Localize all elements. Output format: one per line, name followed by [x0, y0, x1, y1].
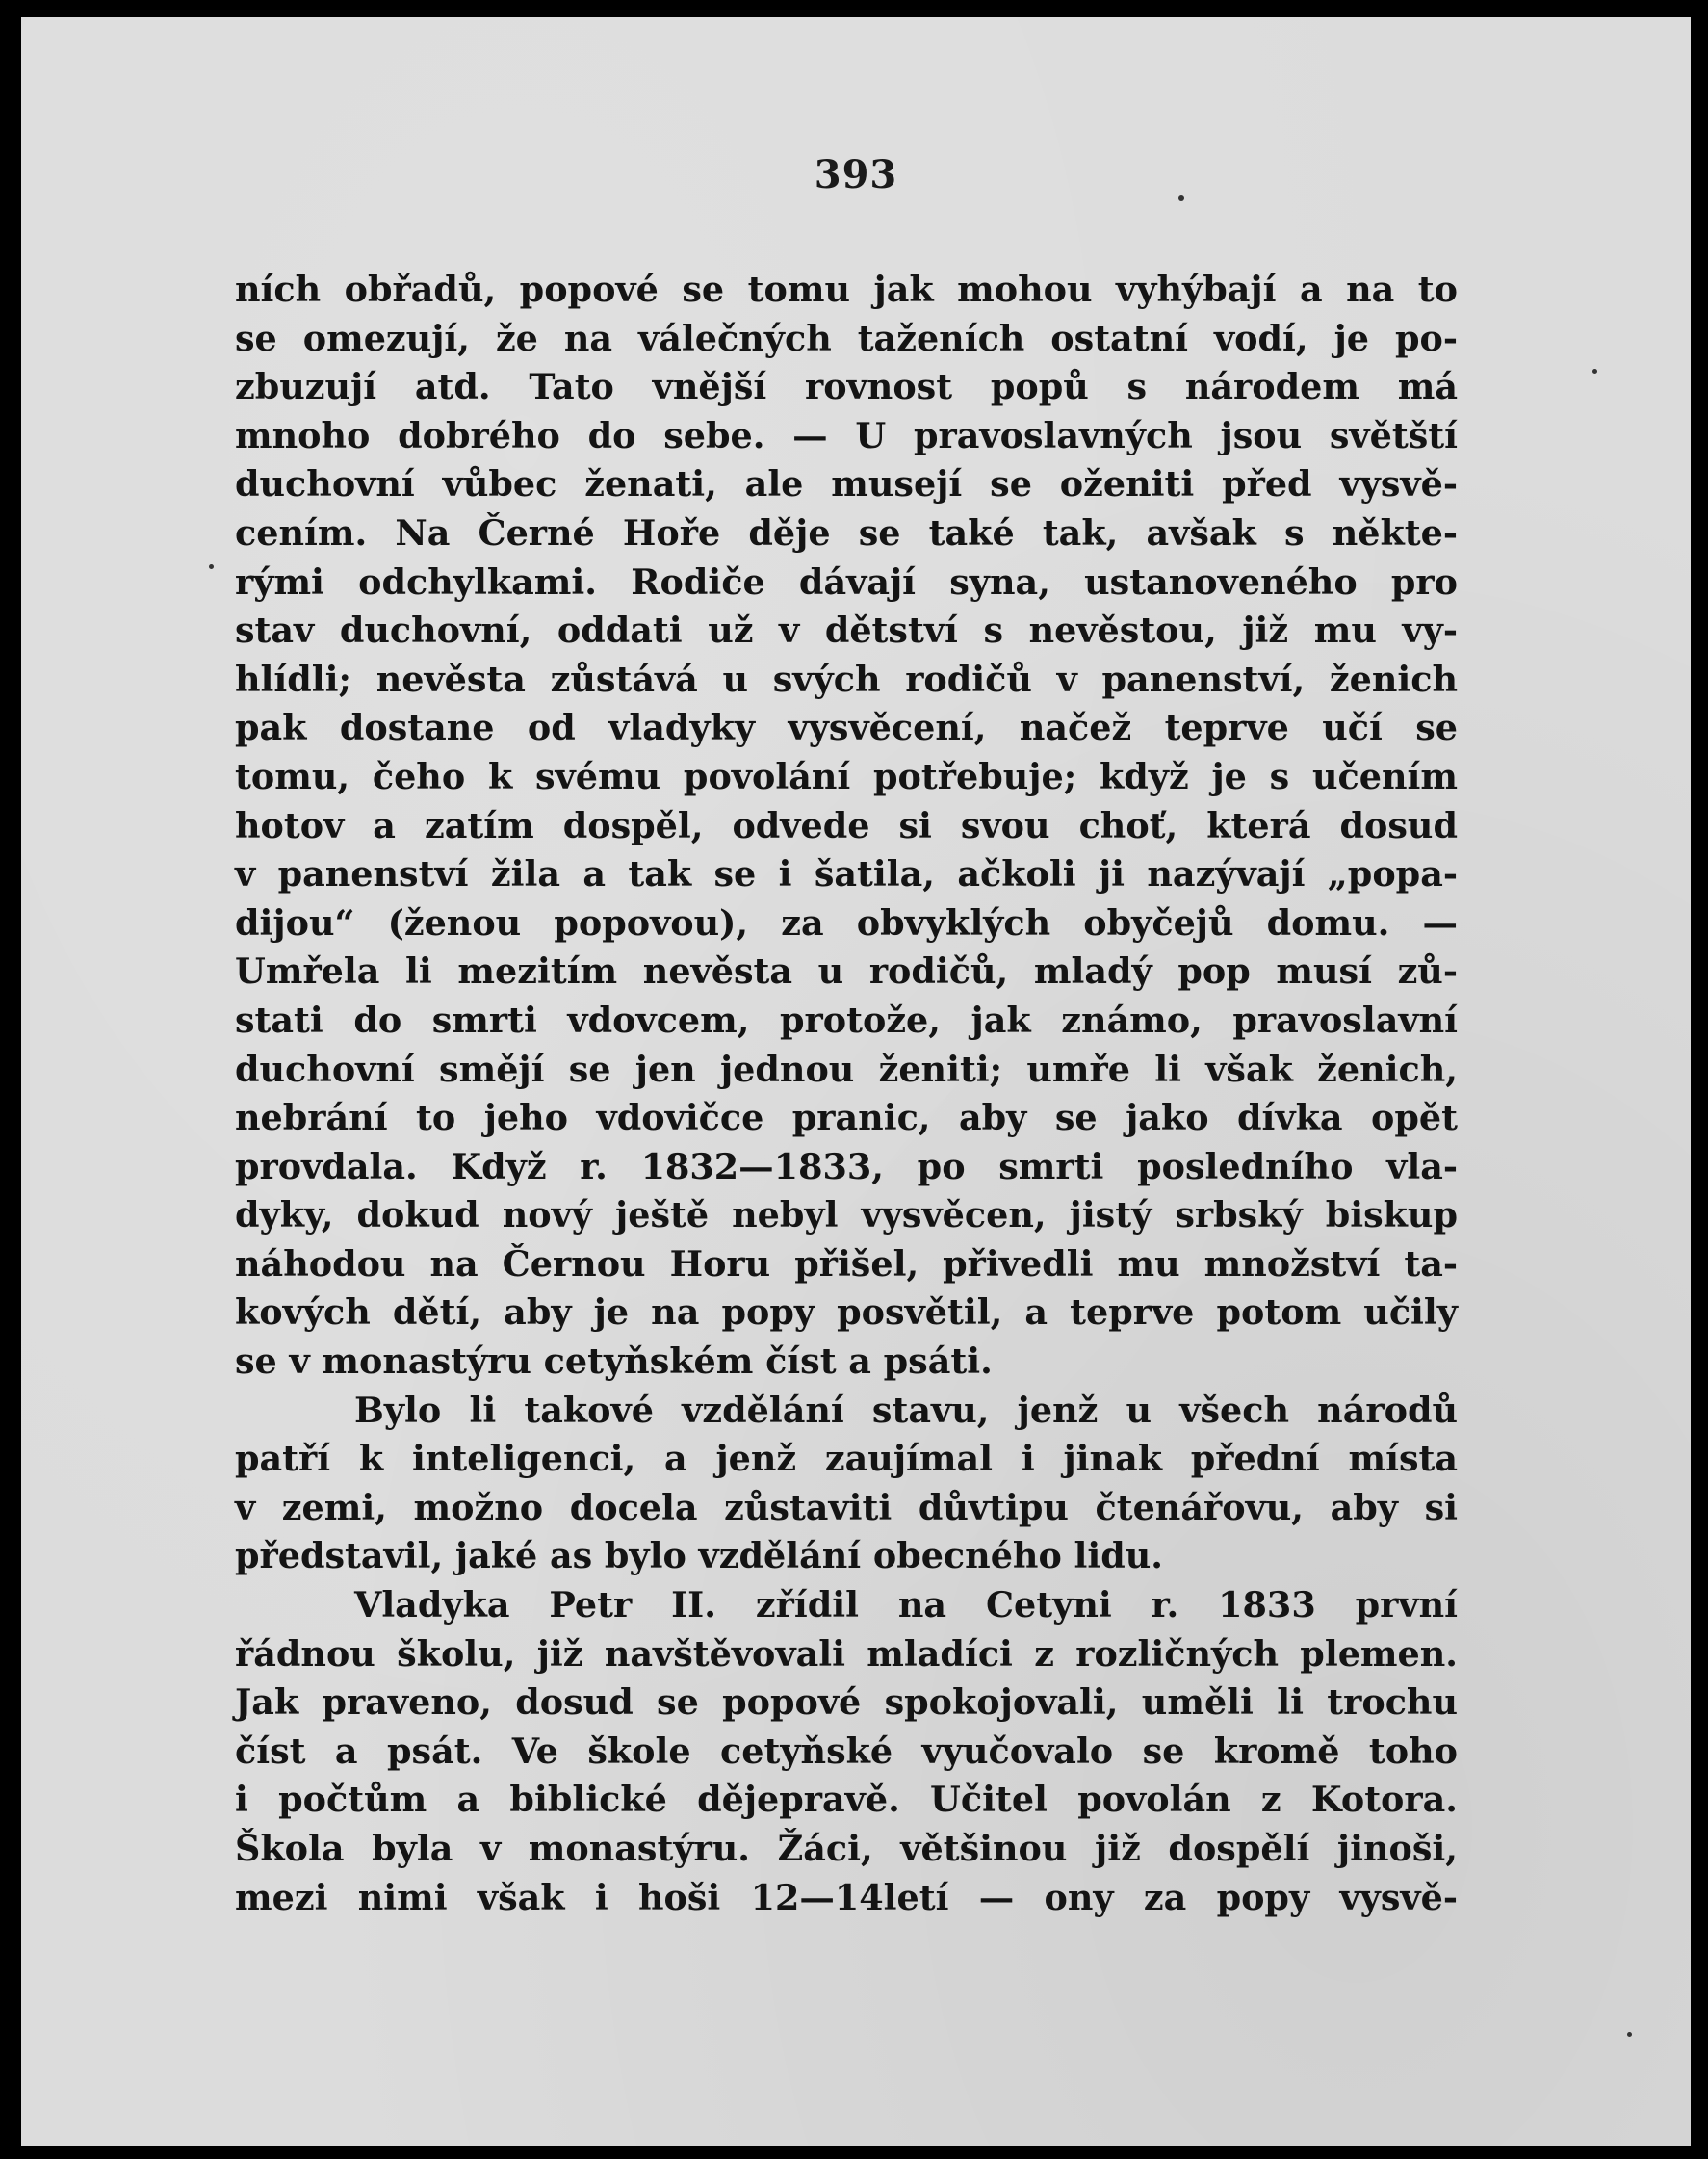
text-line: dijou“ (ženou popovou), za obvyklých obyčejů domu. — — [235, 901, 1458, 944]
text-line: dyky, dokud nový ještě nebyl vysvěcen, jistý srbský biskup — [235, 1194, 1458, 1236]
text-line: nebrání to jeho vdovičce pranic, aby se jako dívka opět — [235, 1097, 1458, 1139]
text-line: duchovní vůbec ženati, ale musejí se oženiti před vysvě- — [235, 463, 1458, 506]
text-line: číst a psát. Ve škole cetyňské vyučovalo se kromě toho — [235, 1730, 1458, 1772]
text-line: cením. Na Černé Hoře děje se také tak, avšak s někte- — [235, 511, 1458, 554]
text-line: pak dostane od vladyky vysvěcení, načež teprve učí se — [235, 707, 1458, 749]
text-line: patří k inteligenci, a jenž zaujímal i jinak přední místa — [235, 1438, 1458, 1480]
text-line: mnoho dobrého do sebe. — U pravoslavných jsou světští — [235, 414, 1458, 456]
page-number: 393 — [814, 152, 898, 197]
text-line: zbuzují atd. Tato vnější rovnost popů s národem má — [235, 366, 1458, 408]
text-line: Škola byla v monastýru. Žáci, většinou již dospělí jinoši, — [235, 1828, 1458, 1869]
text-line: náhodou na Černou Horu přišel, přivedli mu množství ta- — [235, 1242, 1458, 1285]
scan-speck — [1627, 2032, 1632, 2037]
scan-speck — [209, 564, 214, 569]
text-line: tomu, čeho k svému povolání potřebuje; když je s učením — [235, 755, 1458, 797]
text-line: se v monastýru cetyňském číst a psáti. — [235, 1340, 993, 1383]
text-line: rými odchylkami. Rodiče dávají syna, ustanoveného pro — [235, 560, 1458, 603]
text-line: mezi nimi však i hoši 12—14letí — ony za popy vysvě- — [235, 1876, 1458, 1918]
text-line: stati do smrti vdovcem, protože, jak známo, pravoslavní — [235, 999, 1458, 1041]
scanned-page — [21, 17, 1691, 2146]
text-line: se omezují, že na válečných taženích ostatní vodí, je po- — [235, 317, 1458, 359]
scan-speck — [1592, 369, 1597, 374]
text-line: v zemi, možno docela zůstaviti důvtipu čtenářovu, aby si — [235, 1486, 1458, 1528]
text-line: Bylo li takové vzdělání stavu, jenž u všech národů — [354, 1389, 1458, 1431]
text-line: Vladyka Petr II. zřídil na Cetyni r. 1833 první — [354, 1584, 1458, 1626]
text-line: Jak praveno, dosud se popové spokojovali, uměli li trochu — [235, 1681, 1458, 1724]
body-text — [235, 266, 1458, 1922]
scan-speck — [1178, 195, 1184, 201]
text-line: v panenství žila a tak se i šatila, ačkoli ji nazývají „popa- — [235, 853, 1458, 896]
text-line: provdala. Když r. 1832—1833, po smrti posledního vla- — [235, 1145, 1458, 1187]
text-line: duchovní smějí se jen jednou ženiti; umře li však ženich, — [235, 1048, 1458, 1090]
text-line: hotov a zatím dospěl, odvede si svou choť, která dosud — [235, 804, 1458, 846]
text-line: stav duchovní, oddati už v dětství s nevěstou, již mu vy- — [235, 610, 1458, 652]
text-line: představil, jaké as bylo vzdělání obecného lidu. — [235, 1535, 1164, 1577]
text-line: hlídli; nevěsta zůstává u svých rodičů v panenství, ženich — [235, 658, 1458, 700]
text-line: i počtům a biblické dějepravě. Učitel povolán z Kotora. — [235, 1779, 1458, 1821]
text-line: řádnou školu, již navštěvovali mladíci z rozličných plemen. — [235, 1632, 1458, 1675]
text-line: Umřela li mezitím nevěsta u rodičů, mladý pop musí zů- — [235, 950, 1458, 993]
text-line: kových dětí, aby je na popy posvětil, a teprve potom učily — [235, 1291, 1458, 1334]
text-line: ních obřadů, popové se tomu jak mohou vyhýbají a na to — [235, 269, 1458, 310]
